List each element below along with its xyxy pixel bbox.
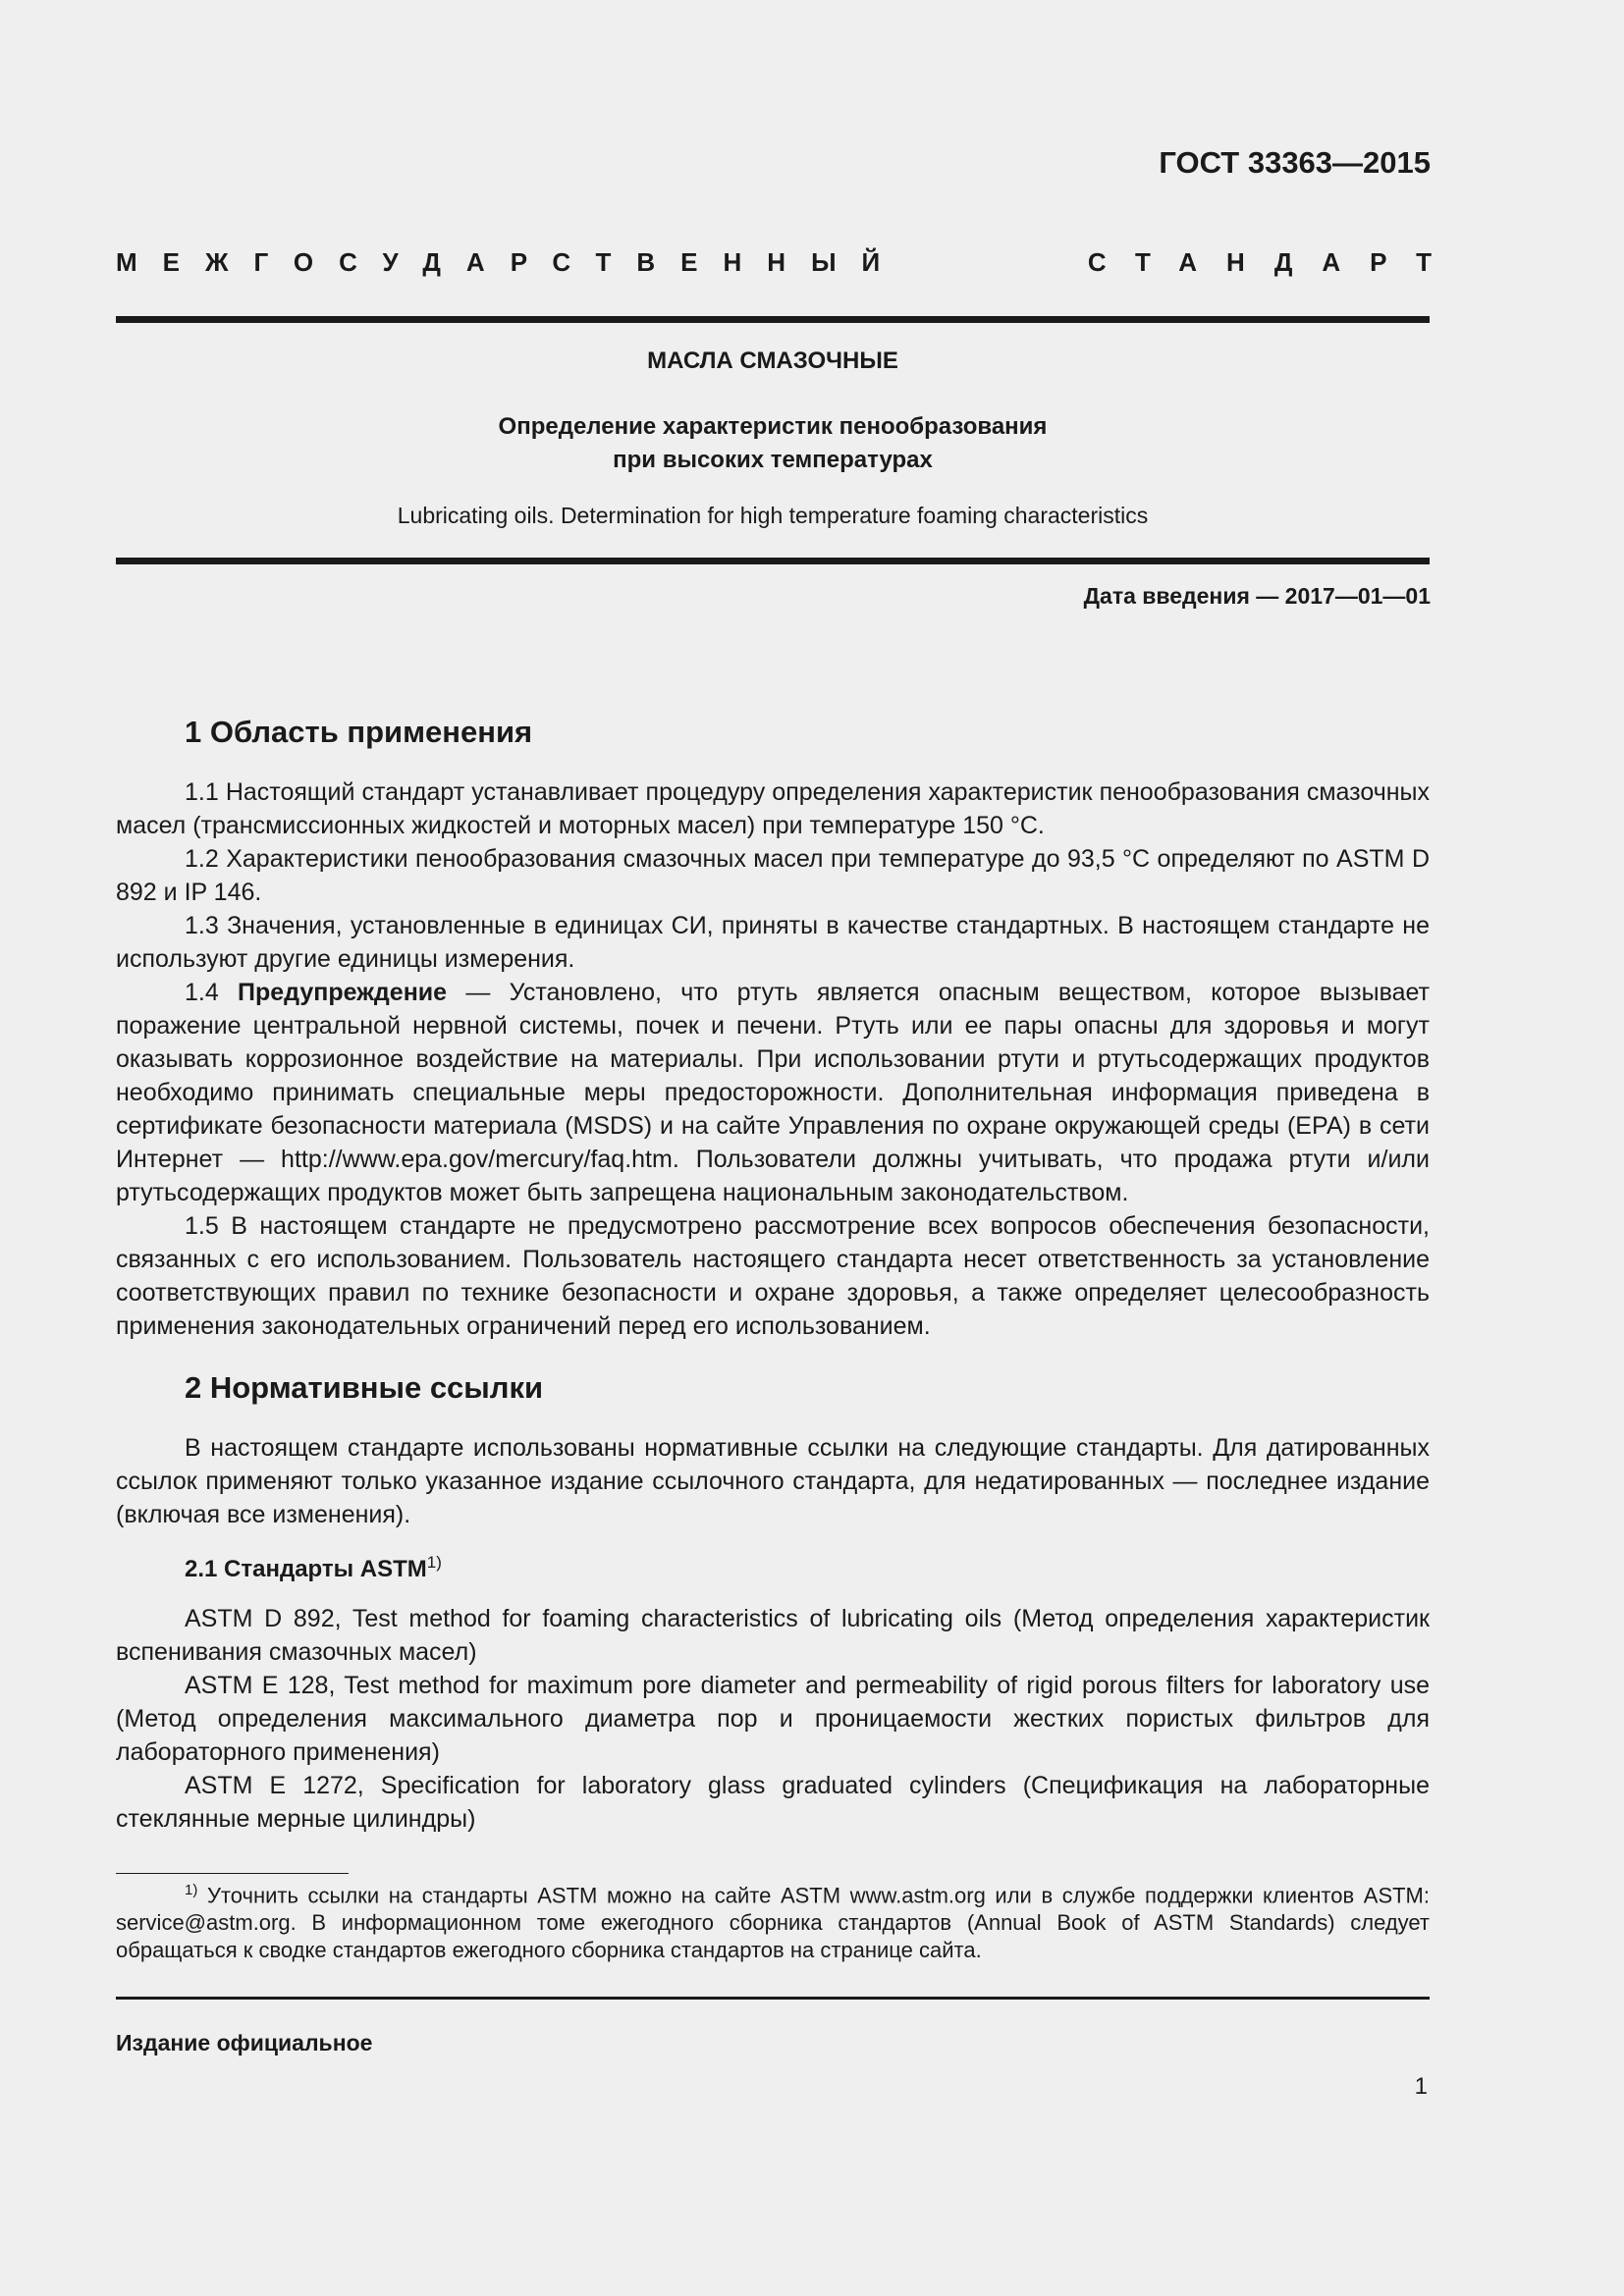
document-subtitle (116, 410, 1430, 477)
paragraph-1-4-number: 1.4 (185, 979, 239, 1006)
reference-astm-e1272: ASTM E 1272, Specification for laboratory glass graduated cylinders (Спецификация на лабораторные стеклянные мерные цилиндры) (116, 1772, 1430, 1833)
document-title: МАСЛА СМАЗОЧНЫЕ (647, 347, 898, 374)
footnote-text-block (116, 1877, 1430, 1964)
footnote-text: Уточнить ссылки на стандарты ASTM можно на сайте ASTM www.astm.org или в службе поддержки клиентов ASTM: service@astm.org. В информационном томе ежегодного сборника стандартов (Annual Book of ASTM Standards) следует обращаться к сводке стандартов ежегодного сборника стандартов на странице сайта. (116, 1883, 1430, 1963)
paragraph-1-4 (116, 976, 1430, 1209)
introduction-date: Дата введения — 2017—01—01 (1083, 583, 1431, 609)
astm-references (116, 1602, 1430, 1836)
section-1-title: 1 Область применения (185, 715, 533, 749)
subsection-2-1-title (185, 1553, 442, 1583)
subtitle-line-1: Определение характеристик пенообразования (498, 413, 1048, 440)
footnote-ref: 1) (426, 1553, 442, 1572)
page-number: 1 (1414, 2073, 1428, 2100)
official-edition-label: Издание официальное (116, 2030, 373, 2056)
header-divider (116, 316, 1430, 323)
subtitle-line-2: при высоких температурах (613, 447, 933, 473)
section-2-title: 2 Нормативные ссылки (185, 1370, 544, 1405)
paragraph-1-3: 1.3 Значения, установленные в единицах СИ, приняты в качестве стандартных. В настоящем стандарте не используют другие единицы измерения. (116, 912, 1430, 973)
standard-word-standard: СТАНДАРТ (1087, 247, 1461, 277)
footnote-divider (116, 1873, 349, 1874)
english-title: Lubricating oils. Determination for high temperature foaming characteristics (397, 503, 1149, 528)
footer-divider (116, 1997, 1430, 2000)
paragraph-1-5: 1.5 В настоящем стандарте не предусмотрено рассмотрение всех вопросов обеспечения безопасности, связанных с его использованием. Пользователь настоящего стандарта несет ответственность за установление соответствующих правил по технике безопасности и охране здоровья, а также определяет целесообразность применения законодательных ограничений перед его использованием. (116, 1212, 1430, 1340)
paragraph-1-4-text: — Установлено, что ртуть является опасным веществом, которое вызывает поражение центральной нервной системы, почек и печени. Ртуть или ее пары опасны для здоровья и могут оказывать коррозионное воздействие на материалы. При использовании ртути и ртутьсодержащих продуктов необходимо принимать специальные меры предосторожности. Дополнительная информация приведена в сертификате безопасности материала (MSDS) и на сайте Управления по охране окружающей среды (ЕРА) в сети Интернет — http://www.epa.gov/mercury/faq.htm. Пользователи должны учитывать, что продажа ртути и/или ртутьсодержащих продуктов может быть запрещена национальным законодательством. (116, 979, 1431, 1206)
title-divider (116, 558, 1430, 564)
subsection-2-1-label: 2.1 Стандарты ASTM (185, 1556, 427, 1582)
section-2-intro-text: В настоящем стандарте использованы нормативные ссылки на следующие стандарты. Для датированных ссылок применяют только указанное издание ссылочного стандарта, для недатированных — последнее издание (включая все изменения). (116, 1434, 1430, 1528)
standard-type-heading (116, 247, 1461, 278)
reference-astm-e128: ASTM E 128, Test method for maximum pore diameter and permeability of rigid porous filters for laboratory use (Метод определения максимального диаметра пор и проницаемости жестких пористых фильтров для лабораторного применения) (116, 1672, 1430, 1766)
reference-astm-d892: ASTM D 892, Test method for foaming characteristics of lubricating oils (Метод определения характеристик вспенивания смазочных масел) (116, 1605, 1430, 1666)
paragraph-1-2: 1.2 Характеристики пенообразования смазочных масел при температуре до 93,5 °С определяют по ASTM D 892 и IP 146. (116, 845, 1430, 906)
standard-word-interstate: МЕЖГОСУДАРСТВЕННЫЙ (116, 247, 906, 277)
section-2-intro (116, 1431, 1430, 1531)
document-number: ГОСТ 33363—2015 (1159, 145, 1431, 180)
footnote (116, 1877, 1430, 1964)
warning-label: Предупреждение (238, 979, 448, 1006)
section-1-body (116, 775, 1430, 1343)
footnote-mark: 1) (185, 1882, 198, 1898)
paragraph-1-1: 1.1 Настоящий стандарт устанавливает процедуру определения характеристик пенообразования смазочных масел (трансмиссионных жидкостей и моторных масел) при температуре 150 °С. (116, 778, 1430, 839)
